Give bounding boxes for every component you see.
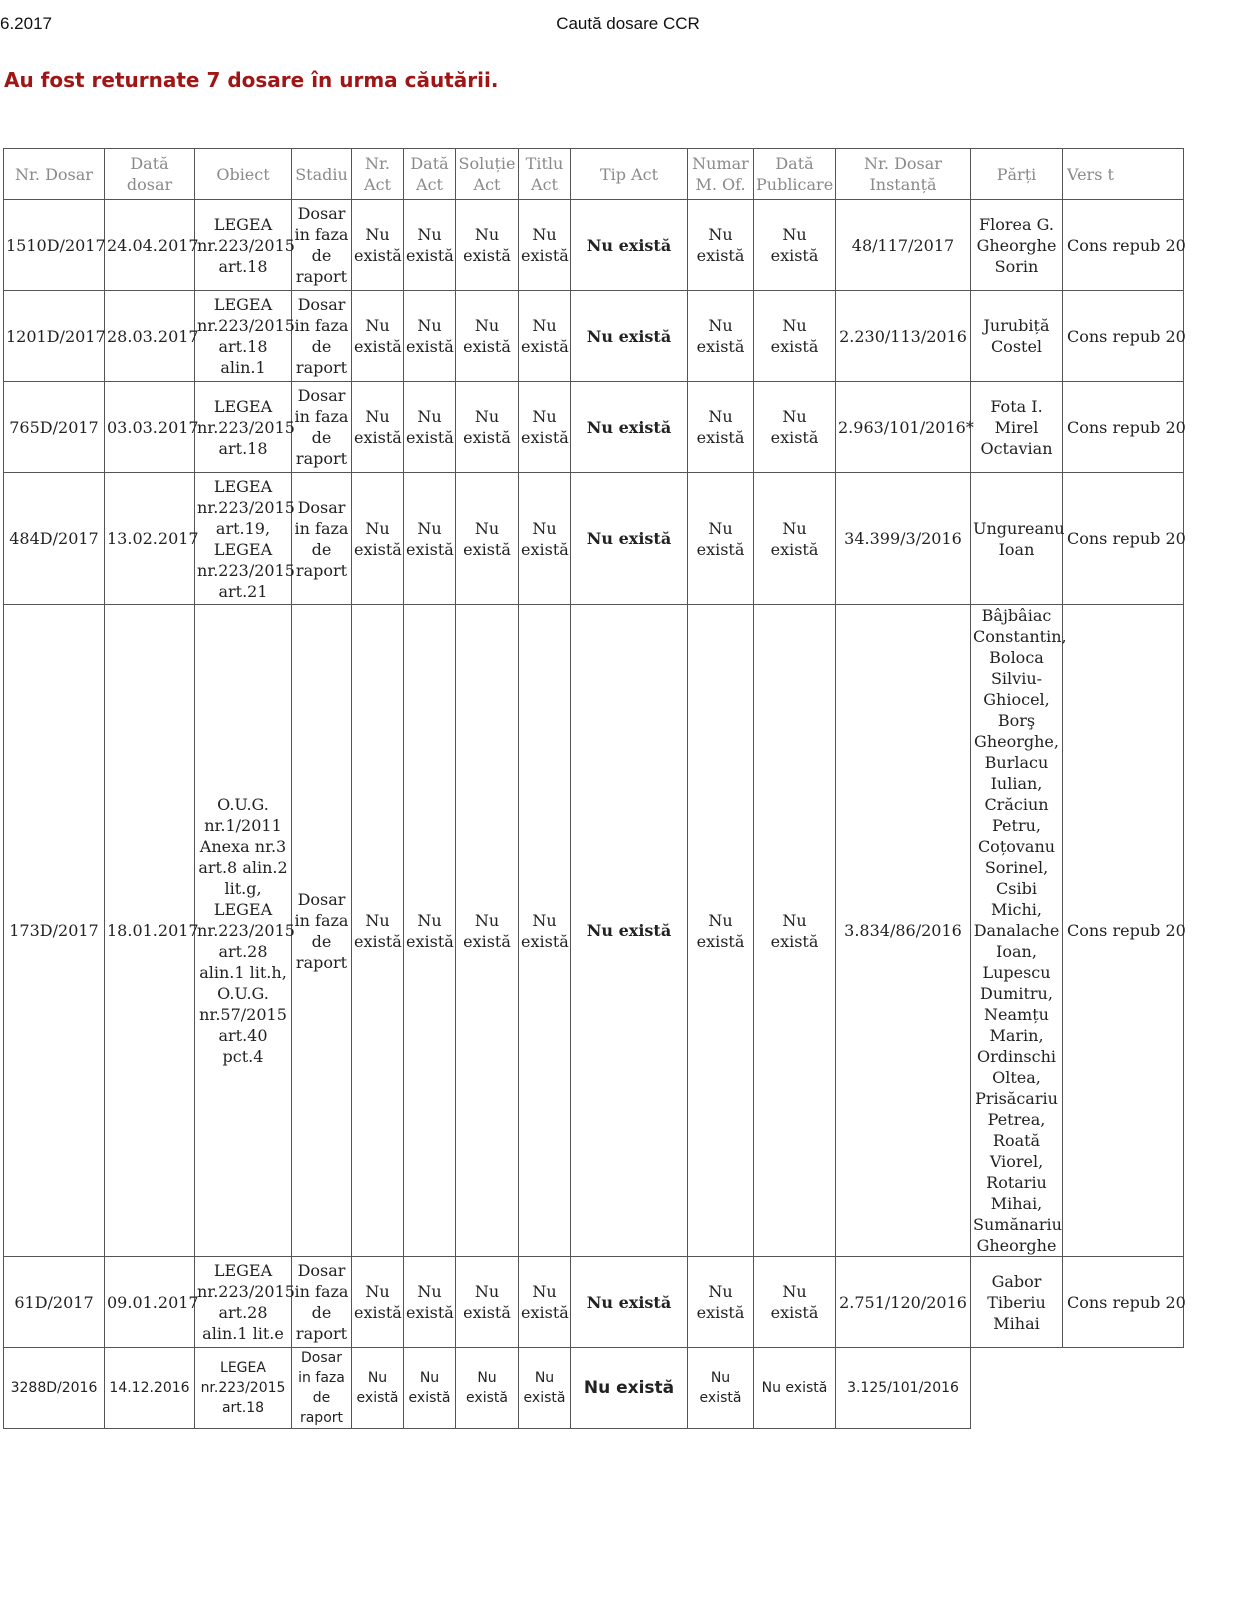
data-dosar-cell: 28.03.2017 — [105, 291, 195, 382]
numar-mof-cell: Nu există — [688, 473, 754, 605]
titlu-act-cell: Nu există — [519, 473, 571, 605]
table-row — [4, 382, 1184, 473]
versiune-cell: Cons repub 20 — [1063, 200, 1184, 291]
titlu-act-cell: Nu există — [519, 382, 571, 473]
data-act-cell: Nu există — [404, 291, 456, 382]
data-publicare-cell: Nu există — [754, 1257, 836, 1348]
versiune-cell: Cons repub 20 — [1063, 1257, 1184, 1348]
nr-act-cell: Nu există — [352, 473, 404, 605]
data-dosar-cell: 24.04.2017 — [105, 200, 195, 291]
data-dosar-cell: 09.01.2017 — [105, 1257, 195, 1348]
parti-cell: Gabor Tiberiu Mihai — [971, 1257, 1063, 1348]
nr-dosar-cell[interactable]: 765D/2017 — [4, 382, 105, 473]
nr-dosar-cell[interactable]: 1510D/2017 — [4, 200, 105, 291]
nr-dosar-cell[interactable]: 1201D/2017 — [4, 291, 105, 382]
versiune-cell — [1063, 1348, 1184, 1429]
stadiu-cell: Dosar in faza de raport — [292, 1257, 352, 1348]
titlu-act-cell: Nu există — [519, 1257, 571, 1348]
data-dosar-cell: 14.12.2016 — [105, 1348, 195, 1429]
parti-cell — [971, 1348, 1063, 1429]
obiect-cell: LEGEA nr.223/2015 art.18 alin.1 — [195, 291, 292, 382]
nr-dosar-instanta-cell: 34.399/3/2016 — [836, 473, 971, 605]
print-date: 6.2017 — [0, 14, 52, 33]
nr-dosar-instanta-cell: 48/117/2017 — [836, 200, 971, 291]
nr-dosar-instanta-cell: 3.125/101/2016 — [836, 1348, 971, 1429]
solutie-act-cell: Nu există — [456, 473, 519, 605]
obiect-cell: LEGEA nr.223/2015 art.28 alin.1 lit.e — [195, 1257, 292, 1348]
print-header — [0, 14, 1131, 36]
numar-mof-cell: Nu există — [688, 382, 754, 473]
table-row — [4, 200, 1184, 291]
solutie-act-cell: Nu există — [456, 605, 519, 1257]
nr-dosar-instanta-cell: 2.230/113/2016 — [836, 291, 971, 382]
titlu-act-cell: Nu există — [519, 200, 571, 291]
solutie-act-cell: Nu există — [456, 200, 519, 291]
data-publicare-cell: Nu există — [754, 200, 836, 291]
nr-dosar-cell[interactable]: 173D/2017 — [4, 605, 105, 1257]
search-result-count: Au fost returnate 7 dosare în urma căutării. — [4, 68, 499, 92]
column-header[interactable]: Dată dosar — [105, 149, 195, 200]
nr-dosar-cell[interactable]: 484D/2017 — [4, 473, 105, 605]
table-row — [4, 291, 1184, 382]
table-row — [4, 1257, 1184, 1348]
stadiu-cell: Dosar in faza de raport — [292, 382, 352, 473]
obiect-cell: O.U.G. nr.1/2011 Anexa nr.3 art.8 alin.2 lit.g, LEGEA nr.223/2015 art.28 alin.1 lit.h, O.U.G. nr.57/2015 art.40 pct.4 — [195, 605, 292, 1257]
numar-mof-cell: Nu există — [688, 605, 754, 1257]
nr-act-cell: Nu există — [352, 291, 404, 382]
data-publicare-cell: Nu există — [754, 605, 836, 1257]
obiect-cell: LEGEA nr.223/2015 art.18 — [195, 382, 292, 473]
numar-mof-cell: Nu există — [688, 200, 754, 291]
table-header-row — [4, 149, 1184, 200]
nr-dosar-instanta-cell: 3.834/86/2016 — [836, 605, 971, 1257]
parti-cell: Bâjbâiac Constantin, Boloca Silviu-Ghiocel, Borş Gheorghe, Burlacu Iulian, Crăciun Petru, Coțovanu Sorinel, Csibi Michi, Danalache Ioan, Lupescu Dumitru, Neamțu Marin, Ordinschi Oltea, Prisăcariu Petrea, Roată Viorel, Rotariu Mihai, Sumănariu Gheorghe — [971, 605, 1063, 1257]
tip-act-cell: Nu există — [571, 1348, 688, 1429]
tip-act-cell: Nu există — [571, 382, 688, 473]
results-table-container — [3, 148, 1186, 1448]
versiune-cell: Cons repub 20 — [1063, 382, 1184, 473]
versiune-cell: Cons repub 20 — [1063, 605, 1184, 1257]
data-publicare-cell: Nu există — [754, 473, 836, 605]
data-act-cell: Nu există — [404, 1257, 456, 1348]
titlu-act-cell: Nu există — [519, 605, 571, 1257]
solutie-act-cell: Nu există — [456, 1348, 519, 1429]
nr-dosar-cell[interactable]: 3288D/2016 — [4, 1348, 105, 1429]
obiect-cell: LEGEA nr.223/2015 art.19, LEGEA nr.223/2015 art.21 — [195, 473, 292, 605]
data-act-cell: Nu există — [404, 473, 456, 605]
column-header[interactable]: Nr. Act — [352, 149, 404, 200]
data-dosar-cell: 13.02.2017 — [105, 473, 195, 605]
numar-mof-cell: Nu există — [688, 291, 754, 382]
versiune-cell: Cons repub 20 — [1063, 291, 1184, 382]
parti-cell: Jurubiță Costel — [971, 291, 1063, 382]
data-dosar-cell: 18.01.2017 — [105, 605, 195, 1257]
solutie-act-cell: Nu există — [456, 291, 519, 382]
column-header[interactable]: Dată Act — [404, 149, 456, 200]
tip-act-cell: Nu există — [571, 473, 688, 605]
nr-dosar-instanta-cell: 2.963/101/2016* — [836, 382, 971, 473]
tip-act-cell: Nu există — [571, 605, 688, 1257]
column-header[interactable]: Obiect — [195, 149, 292, 200]
column-header[interactable]: Dată Publicare — [754, 149, 836, 200]
nr-act-cell: Nu există — [352, 1348, 404, 1429]
column-header[interactable]: Nr. Dosar — [4, 149, 105, 200]
column-header[interactable]: Tip Act — [571, 149, 688, 200]
stadiu-cell: Dosar in faza de raport — [292, 605, 352, 1257]
nr-act-cell: Nu există — [352, 382, 404, 473]
column-header[interactable]: Numar M. Of. — [688, 149, 754, 200]
table-row — [4, 1348, 1184, 1429]
column-header[interactable]: Soluție Act — [456, 149, 519, 200]
obiect-cell: LEGEA nr.223/2015 art.18 — [195, 1348, 292, 1429]
data-publicare-cell: Nu există — [754, 291, 836, 382]
column-header[interactable]: Vers t — [1063, 149, 1184, 200]
numar-mof-cell: Nu există — [688, 1257, 754, 1348]
nr-act-cell: Nu există — [352, 1257, 404, 1348]
data-act-cell: Nu există — [404, 200, 456, 291]
column-header[interactable]: Stadiu — [292, 149, 352, 200]
column-header[interactable]: Nr. Dosar Instanță — [836, 149, 971, 200]
stadiu-cell: Dosar in faza de raport — [292, 291, 352, 382]
column-header[interactable]: Părți — [971, 149, 1063, 200]
tip-act-cell: Nu există — [571, 1257, 688, 1348]
tip-act-cell: Nu există — [571, 200, 688, 291]
parti-cell: Florea G. Gheorghe Sorin — [971, 200, 1063, 291]
tip-act-cell: Nu există — [571, 291, 688, 382]
parti-cell: Ungureanu Ioan — [971, 473, 1063, 605]
stadiu-cell: Dosar in faza de raport — [292, 473, 352, 605]
parti-cell: Fota I. Mirel Octavian — [971, 382, 1063, 473]
versiune-cell: Cons repub 20 — [1063, 473, 1184, 605]
table-row — [4, 473, 1184, 605]
stadiu-cell: Dosar in faza de raport — [292, 200, 352, 291]
stadiu-cell: Dosar in faza de raport — [292, 1348, 352, 1429]
data-publicare-cell: Nu există — [754, 1348, 836, 1429]
titlu-act-cell: Nu există — [519, 1348, 571, 1429]
data-act-cell: Nu există — [404, 382, 456, 473]
column-header[interactable]: Titlu Act — [519, 149, 571, 200]
data-publicare-cell: Nu există — [754, 382, 836, 473]
solutie-act-cell: Nu există — [456, 382, 519, 473]
data-act-cell: Nu există — [404, 1348, 456, 1429]
results-table — [3, 148, 1184, 1429]
solutie-act-cell: Nu există — [456, 1257, 519, 1348]
titlu-act-cell: Nu există — [519, 291, 571, 382]
nr-act-cell: Nu există — [352, 200, 404, 291]
nr-act-cell: Nu există — [352, 605, 404, 1257]
data-act-cell: Nu există — [404, 605, 456, 1257]
numar-mof-cell: Nu există — [688, 1348, 754, 1429]
obiect-cell: LEGEA nr.223/2015 art.18 — [195, 200, 292, 291]
nr-dosar-cell[interactable]: 61D/2017 — [4, 1257, 105, 1348]
print-page-title: Caută dosare CCR — [556, 14, 700, 33]
table-row — [4, 605, 1184, 1257]
data-dosar-cell: 03.03.2017 — [105, 382, 195, 473]
nr-dosar-instanta-cell: 2.751/120/2016 — [836, 1257, 971, 1348]
